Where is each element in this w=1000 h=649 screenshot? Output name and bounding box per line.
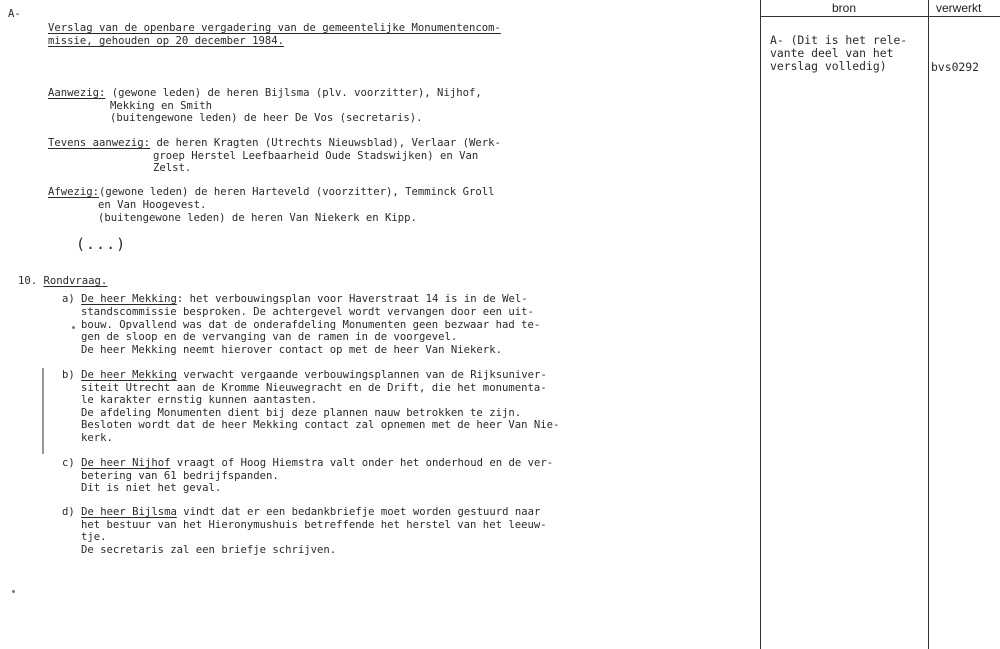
item-c-line-3: Dit is niet het geval. [81,482,222,494]
header-rule [760,16,1000,17]
item-b-name: De heer Mekking [81,369,177,381]
section-heading [18,275,107,288]
item-a-line-4: gen de sloop en de vervanging van de ramen in de voorgevel. [81,331,458,343]
item-d-marker: d) [62,506,75,518]
item-c-marker: c) [62,457,75,469]
tevens-text: de heren Kragten (Utrechts Nieuwsblad), Verlaar (Werk- [150,137,501,149]
bron-line-3: verslag volledig) [770,59,887,73]
afwezig-label: Afwezig: [48,186,100,198]
title-line-1: Verslag van de openbare vergadering van de gemeentelijke Monumentencom- [48,22,501,34]
item-d-line-3: tje. [81,531,107,543]
item-a-line-2: standscommissie besproken. De achtergevel wordt vervangen door een uit- [81,306,534,318]
tevens-label: Tevens aanwezig: [48,137,151,149]
speck [72,326,75,329]
column-divider [928,0,929,649]
item-d-name: De heer Bijlsma [81,506,177,518]
item-a-marker: a) [62,293,75,305]
margin-mark [42,368,44,454]
tevens-line-2: groep Herstel Leefbaarheid Oude Stadswijken) en Van [153,150,479,162]
item-a-line-3: bouw. Opvallend was dat de onderafdeling Monumenten geen bezwaar had te- [81,319,541,331]
item-d-line-1 [62,506,540,519]
item-b-line-1 [62,369,547,382]
item-b-line-2: siteit Utrecht aan de Kromme Nieuwegracht en de Drift, die het monumenta- [81,382,547,394]
item-c-text: vraagt of Hoog Hiemstra valt onder het onderhoud en de ver- [170,457,554,469]
item-d-text: vindt dat er een bedankbriefje moet worden gestuurd naar [176,506,541,518]
speck [12,590,15,593]
item-b-line-4: De afdeling Monumenten dient bij deze plannen nauw betrokken te zijn. [81,407,522,419]
bron-line-2: vante deel van het [770,46,894,60]
section-title: Rondvraag. [43,275,108,287]
aanwezig-line-3: (buitengewone leden) de heer De Vos (secretaris). [110,112,423,124]
column-divider [760,0,761,649]
header-verwerkt: verwerkt [936,1,982,15]
verwerkt-code: bvs0292 [931,60,980,74]
aanwezig-text: (gewone leden) de heren Bijlsma (plv. voorzitter), Nijhof, [105,87,482,99]
item-b-marker: b) [62,369,75,381]
item-b-line-5: Besloten wordt dat de heer Mekking contact zal opnemen met de heer Van Nie- [81,419,560,431]
item-a-line-1 [62,293,528,306]
title-line-2: missie, gehouden op 20 december 1984. [48,35,284,47]
bron-line-1: A- (Dit is het rele- [770,33,908,47]
afwezig-line-2: en Van Hoogevest. [98,199,207,211]
header-bron: bron [832,1,857,15]
omission-ellipsis: (...) [76,235,127,253]
item-b-line-3: le karakter ernstig kunnen aantasten. [81,394,317,406]
item-a-name: De heer Mekking [81,293,177,305]
aanwezig-line-1 [48,87,482,100]
aanwezig-label: Aanwezig: [48,87,106,99]
item-a-line-5: De heer Mekking neemt hierover contact op met de heer Van Niekerk. [81,344,502,356]
tevens-line-3: Zelst. [153,162,192,174]
afwezig-line-1 [48,186,494,199]
afwezig-text: (gewone leden) de heren Harteveld (voorzitter), Temminck Groll [99,186,495,198]
section-number: 10. [18,275,38,287]
item-d-line-2: het bestuur van het Hieronymushuis betreffende het herstel van het leeuw- [81,519,547,531]
item-c-name: De heer Nijhof [81,457,171,469]
item-c-line-2: betering van 61 bedrijfspanden. [81,470,279,482]
item-b-text: verwacht vergaande verbouwingsplannen van de Rijksuniver- [176,369,547,381]
page-letter: A- [8,8,21,20]
item-d-line-4: De secretaris zal een briefje schrijven. [81,544,337,556]
item-b-line-6: kerk. [81,432,113,444]
afwezig-line-3: (buitengewone leden) de heren Van Niekerk en Kipp. [98,212,417,224]
tevens-line-1 [48,137,501,150]
item-a-text: : het verbouwingsplan voor Haverstraat 14 is in de Wel- [176,293,528,305]
item-c-line-1 [62,457,553,470]
aanwezig-line-2: Mekking en Smith [110,100,213,112]
